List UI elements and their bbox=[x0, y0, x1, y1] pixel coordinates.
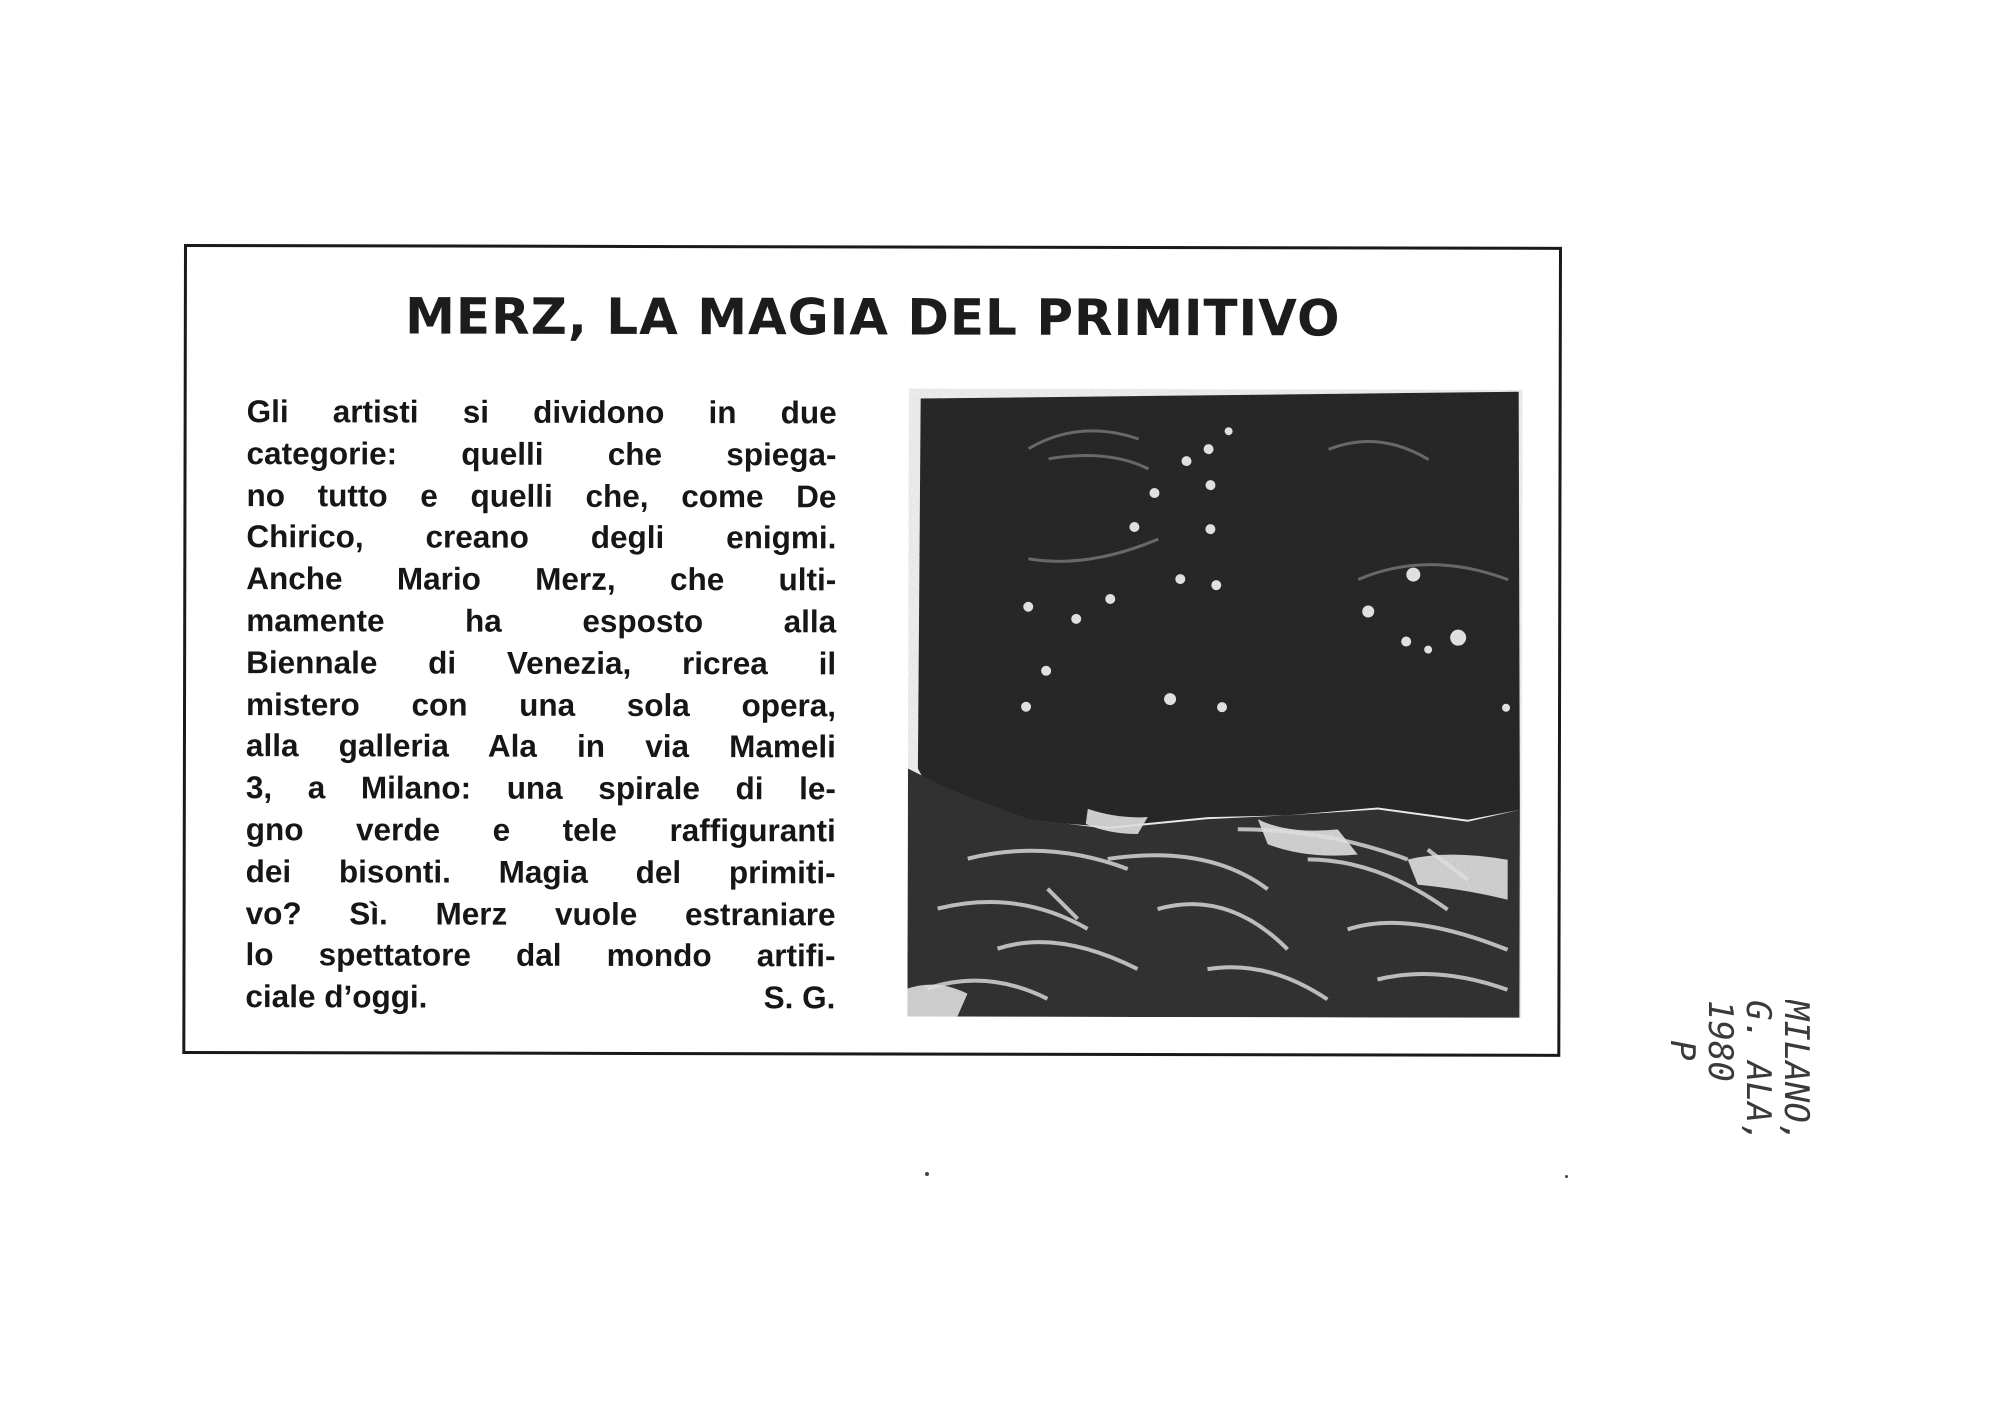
body-line: categorie: quelli che spiega- bbox=[246, 434, 837, 473]
headline: MERZ, LA MAGIA DEL PRIMITIVO bbox=[405, 287, 1341, 348]
artwork-photo bbox=[907, 389, 1522, 1018]
body-line: alla galleria Ala in via Mameli bbox=[245, 727, 836, 765]
body-line: 3, a Milano: una spirale di le- bbox=[245, 769, 836, 807]
handwritten-annotation bbox=[1610, 1000, 1830, 1160]
paper-speck bbox=[1565, 1175, 1568, 1178]
last-line-text: ciale d’oggi. bbox=[245, 978, 428, 1015]
note-line-2: G. ALA, bbox=[1738, 1000, 1778, 1144]
note-line-3: 1980 bbox=[1700, 1000, 1740, 1082]
body-line: Gli artisti si dividono in due bbox=[246, 393, 837, 431]
body-line: Anche Mario Merz, che ulti- bbox=[246, 560, 837, 598]
body-line-last bbox=[245, 976, 835, 1019]
body-line: no tutto e quelli che, come De bbox=[246, 476, 837, 514]
photo-grain bbox=[907, 389, 1522, 1018]
body-line: gno verde e tele raffiguranti bbox=[245, 811, 836, 849]
body-line: vo? Sì. Merz vuole estraniare bbox=[245, 894, 836, 932]
newspaper-clipping bbox=[182, 244, 1562, 1057]
byline: S. G. bbox=[763, 979, 836, 1016]
article-body bbox=[245, 391, 836, 1019]
body-line: Chirico, creano degli enigmi. bbox=[246, 518, 837, 556]
body-line: Biennale di Venezia, ricrea il bbox=[246, 643, 837, 682]
note-line-4: P bbox=[1662, 1040, 1702, 1061]
note-line-1: MILANO, bbox=[1776, 1000, 1816, 1144]
body-line: dei bisonti. Magia del primiti- bbox=[245, 852, 836, 891]
body-line: lo spettatore dal mondo artifi- bbox=[245, 936, 836, 974]
paper-speck bbox=[925, 1172, 929, 1176]
body-line: mamente ha esposto alla bbox=[246, 602, 837, 640]
body-line: mistero con una sola opera, bbox=[245, 685, 837, 723]
